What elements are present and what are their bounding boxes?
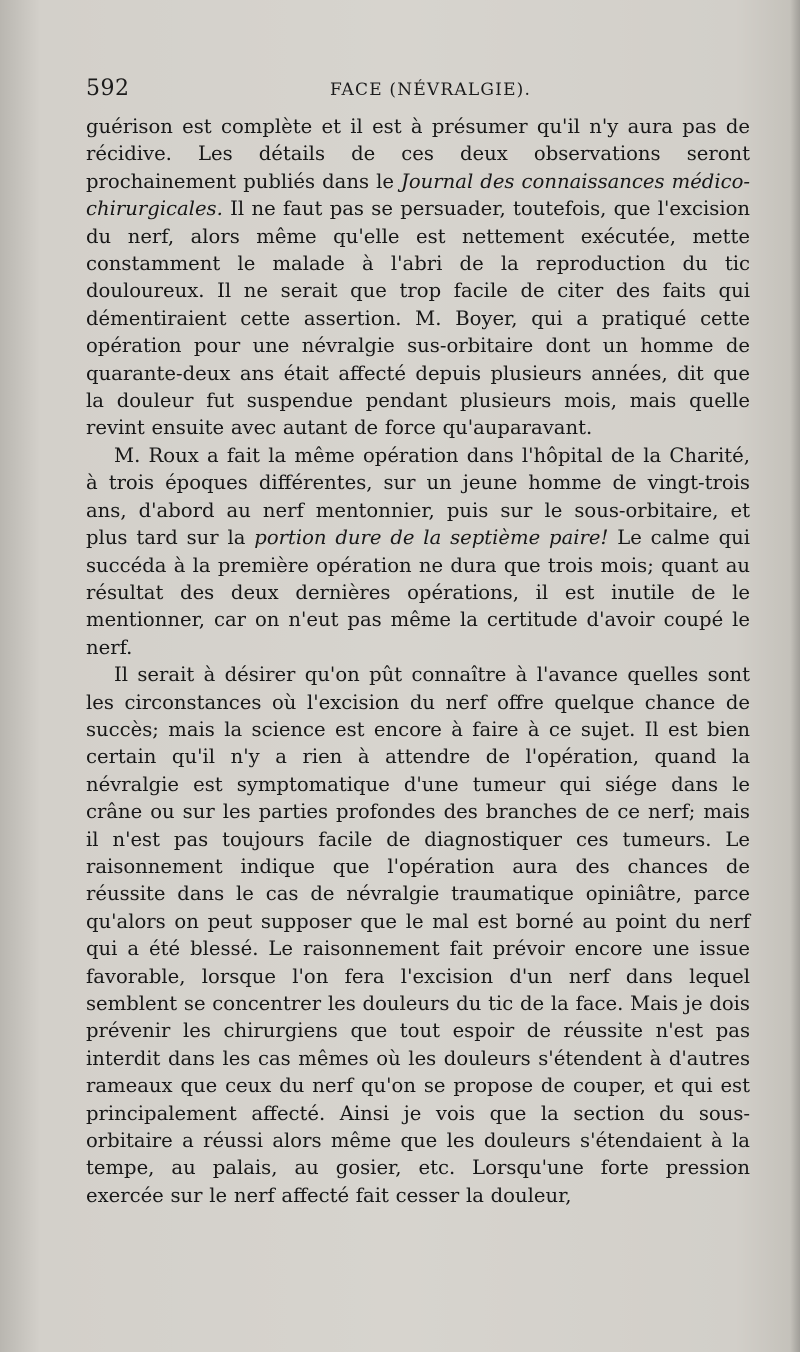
journal-title: Journal des connaissances médico-chirurgicales. [86,169,750,221]
page-number: 592 [86,76,130,101]
paragraph-2-text-end: Le calme qui succéda à la première opération ne dura que trois mois; quant au résultat des deux dernières opérations, il est inutile de le mentionner, car on n'eut pas même la certitude d'avoir coupé le nerf. [86,526,750,659]
paragraph-1-text-start: guérison est complète et il est à présumer qu'il n'y aura pas de récidive. Les détails de ces deux observations seront prochainement publiés dans le [86,115,750,193]
paragraph-1 [86,113,750,442]
paragraph-1-text-end: Il ne faut pas se persuader, toutefois, que l'excision du nerf, alors même qu'elle est nettement exécutée, mette constamment le malade à l'abri de la reproduction du tic douloureux. Il ne serait que trop facile de citer des faits qui démentiraient cette assertion. M. Boyer, qui a pratiqué cette opération pour une névralgie sus-orbitaire dont un homme de quarante-deux ans était affecté depuis plusieurs années, dit que la douleur fut suspendue pendant plusieurs mois, mais quelle revint ensuite avec autant de force qu'auparavant. [86,197,750,440]
paragraph-3 [86,661,750,1209]
body-text [86,113,750,1209]
italic-nerve-reference: portion dure de la septième paire! [254,526,609,550]
page-spine-shadow [790,0,800,1352]
page-header [86,76,726,108]
paragraph-3-text: Il serait à désirer qu'on pût connaître à l'avance quelles sont les circonstances où l'excision du nerf offre quelque chance de succès; mais la science est encore à faire à ce sujet. Il est bien certain qu'il n'y a rien à attendre de l'opération, quand la névralgie est symptomatique d'une tumeur qui siége dans le crâne ou sur les parties profondes des branches de ce nerf; mais il n'est pas toujours facile de diagnostiquer ces tumeurs. Le raisonnement indique que l'opération aura des chances de réussite dans le cas de névralgie traumatique opiniâtre, parce qu'alors on peut supposer que le mal est borné au point du nerf qui a été blessé. Le raisonnement fait prévoir encore une issue favorable, lorsque l'on fera l'excision d'un nerf dans lequel semblent se concentrer les douleurs du tic de la face. Mais je dois prévenir les chirurgiens que tout espoir de réussite n'est pas interdit dans les cas mêmes où les douleurs s'étendent à d'autres rameaux que ceux du nerf qu'on se propose de couper, et qui est principalement affecté. Ainsi je vois que la section du sous-orbitaire a réussi alors même que les douleurs s'étendaient à la tempe, au palais, au gosier, etc. Lorsqu'une forte pression exercée sur le nerf affecté fait cesser la douleur, [86,663,750,1207]
running-head: FACE (NÉVRALGIE). [330,80,532,100]
paragraph-2-text-start: M. Roux a fait la même opération dans l'hôpital de la Charité, à trois époques différentes, sur un jeune homme de vingt-trois ans, d'abord au nerf mentonnier, puis sur le sous-orbitaire, et plus tard sur la [86,443,750,550]
paragraph-2 [86,442,750,661]
